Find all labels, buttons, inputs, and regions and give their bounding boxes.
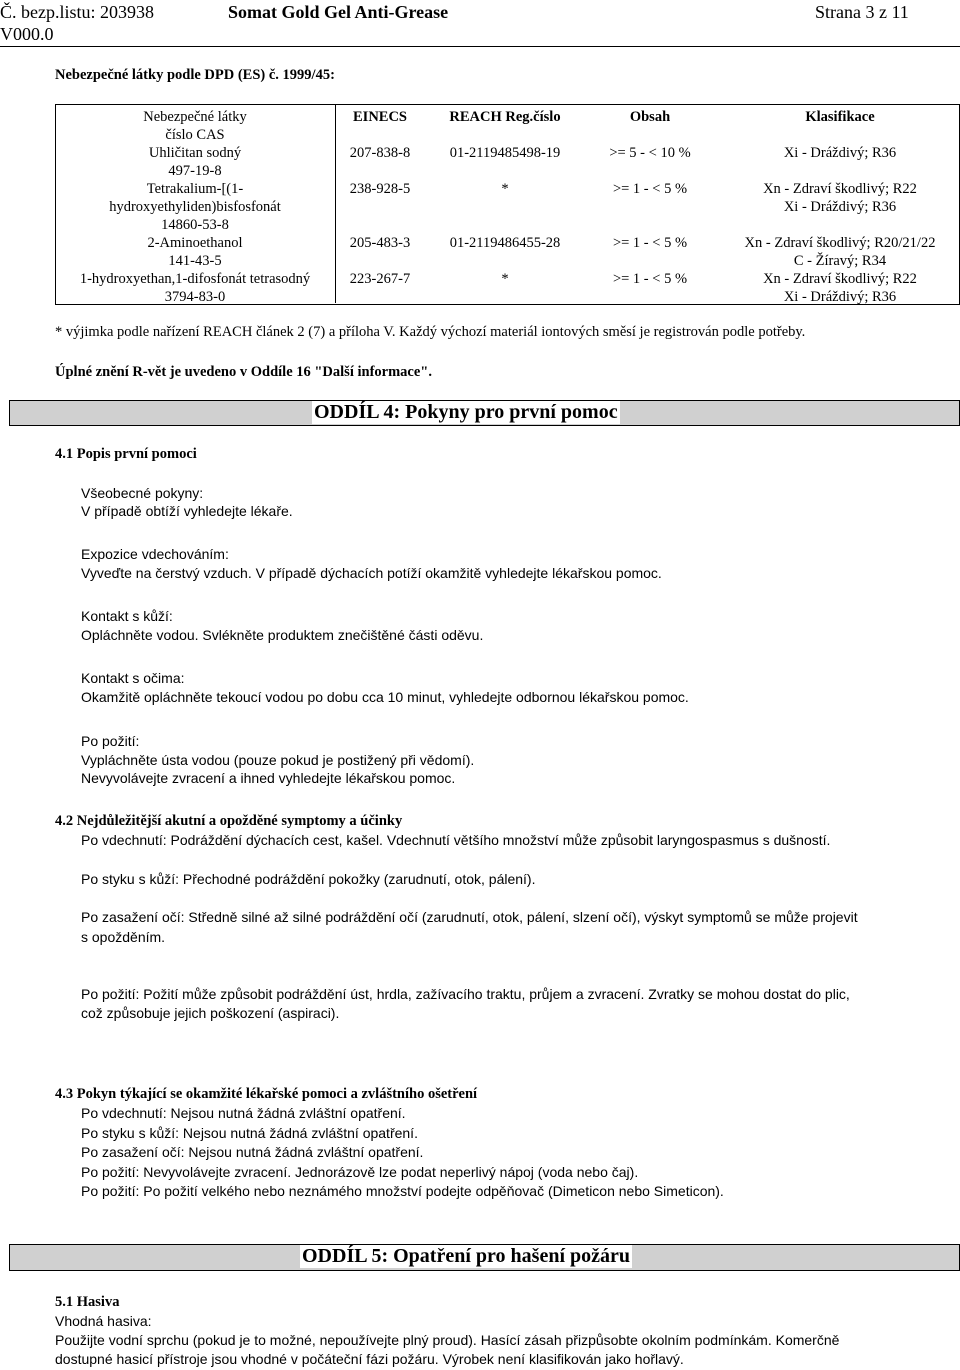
- s42-inhalation: Po vdechnutí: Podráždění dýchacích cest, kašel. Vdechnutí většího množství může způsobit laryngospasmus s dušností.: [81, 832, 831, 848]
- inhalation-label: Expozice vdechováním:: [81, 546, 229, 562]
- table-cell-class: Xn - Zdraví škodlivý; R20/21/22 C - Žíravý; R34: [744, 235, 936, 269]
- s43-line-5: Po požití: Po požití velkého nebo neznámého množství podejte odpěňovač (Dimeticon nebo Simeticon).: [81, 1183, 724, 1199]
- reach-footnote: * výjimka podle nařízení REACH článek 2 (7) a příloha V. Každý výchozí materiál iontových směsí je registrován podle potřeby.: [55, 324, 806, 340]
- section-4-3-heading: 4.3 Pokyn týkající se okamžité lékařské pomoci a zvláštního ošetření: [55, 1086, 478, 1102]
- table-cell-class: Xn - Zdraví škodlivý; R22 Xi - Dráždivý; R36: [763, 271, 917, 305]
- s42-eyes-1: Po zasažení očí: Středně silné až silné podráždění očí (zarudnutí, otok, pálení, slzení očí), výskyt symptomů se může projevit: [81, 909, 858, 925]
- s42-eyes-2: s opožděním.: [81, 929, 166, 945]
- table-cell-content: >= 1 - < 5 %: [612, 271, 688, 287]
- col-reach-header: REACH Reg.číslo: [449, 109, 561, 125]
- table-cell-reach: *: [501, 271, 509, 287]
- hazardous-heading: Nebezpečné látky podle DPD (ES) č. 1999/45:: [55, 67, 335, 83]
- general-label: Všeobecné pokyny:: [81, 485, 204, 501]
- col-content-header: Obsah: [629, 109, 671, 125]
- section4-title: ODDÍL 4: Pokyny pro první pomoc: [314, 401, 618, 423]
- table-cell-einecs: 205-483-3: [349, 235, 411, 251]
- sheet-number: Č. bezp.listu: 203938: [0, 2, 154, 22]
- table-row-substance: 1-hydroxyethan,1-difosfonát tetrasodný 3794-83-0: [79, 271, 311, 305]
- section-4-1-heading: 4.1 Popis první pomoci: [55, 446, 197, 462]
- eyes-text: Okamžitě opláchněte tekoucí vodou po dobu cca 10 minut, vyhledejte odbornou lékařskou pomoc.: [81, 689, 689, 705]
- page-number: Strana 3 z 11: [815, 2, 909, 22]
- table-cell-content: >= 5 - < 10 %: [609, 145, 691, 161]
- inhalation-text: Vyveďte na čerstvý vzduch. V případě dýchacích potíží okamžitě vyhledejte lékařskou pomoc.: [81, 565, 662, 581]
- s42-ingestion-1: Po požití: Požití může způsobit podráždění úst, hrdla, zažívacího traktu, průjem a zvracení. Zvratky se mohou dostat do plic,: [81, 986, 850, 1002]
- table-row-substance: Tetrakalium-[(1- hydroxyethyliden)bisfosfonát 14860-53-8: [109, 181, 281, 233]
- product-name: Somat Gold Gel Anti-Grease: [228, 2, 449, 22]
- table-cell-reach: 01-2119486455-28: [449, 235, 561, 251]
- col-class-header: Klasifikace: [805, 109, 875, 125]
- table-cell-reach: 01-2119485498-19: [449, 145, 561, 161]
- s43-line-2: Po styku s kůží: Nejsou nutná žádná zvláštní opatření.: [81, 1125, 418, 1141]
- table-cell-content: >= 1 - < 5 %: [612, 235, 688, 251]
- table-cell-reach: *: [501, 181, 509, 197]
- section-4-2-heading: 4.2 Nejdůležitější akutní a opožděné symptomy a účinky: [55, 813, 403, 829]
- suitable-label: Vhodná hasiva:: [55, 1313, 152, 1329]
- table-cell-class: Xi - Dráždivý; R36: [783, 145, 897, 161]
- eyes-label: Kontakt s očima:: [81, 670, 185, 686]
- general-text: V případě obtíží vyhledejte lékaře.: [81, 503, 293, 519]
- col-einecs-header: EINECS: [353, 109, 407, 125]
- version: V000.0: [0, 24, 54, 44]
- suitable-text-1: Použijte vodní sprchu (pokud je to možné, nepoužívejte plný proud). Hasící zásah přizpůsobte okolním podmínkám. Komerčně: [55, 1332, 840, 1348]
- r-phrases-note: Úplné znění R-vět je uvedeno v Oddíle 16 "Další informace".: [55, 364, 432, 380]
- section-5-1-heading: 5.1 Hasiva: [55, 1294, 120, 1310]
- table-cell-class: Xn - Zdraví škodlivý; R22 Xi - Dráždivý; R36: [763, 181, 917, 215]
- s42-skin: Po styku s kůží: Přechodné podráždění pokožky (zarudnutí, otok, pálení).: [81, 871, 536, 887]
- s43-line-4: Po požití: Nevyvolávejte zvracení. Jednorázově lze podat neperlivý nápoj (voda nebo čaj).: [81, 1164, 639, 1180]
- suitable-text-2: dostupné hasicí přístroje jsou vhodné v počáteční fázi požáru. Výrobek není klasifikován jako hořlavý.: [55, 1351, 684, 1367]
- ingestion-text-2: Nevyvolávejte zvracení a ihned vyhledejte lékařskou pomoc.: [81, 770, 456, 786]
- table-cell-einecs: 238-928-5: [349, 181, 411, 197]
- s43-line-1: Po vdechnutí: Nejsou nutná žádná zvláštní opatření.: [81, 1105, 406, 1121]
- header-rule: [0, 46, 960, 47]
- skin-text: Opláchněte vodou. Svlékněte produktem znečištěné části oděvu.: [81, 627, 484, 643]
- ingestion-text-1: Vypláchněte ústa vodou (pouze pokud je postižený při vědomí).: [81, 752, 475, 768]
- table-cell-einecs: 223-267-7: [349, 271, 411, 287]
- table-cell-content: >= 1 - < 5 %: [612, 181, 688, 197]
- table-cell-einecs: 207-838-8: [349, 145, 411, 161]
- table-row-substance: Uhličitan sodný 497-19-8: [148, 145, 242, 179]
- s43-line-3: Po zasažení očí: Nejsou nutná žádná zvláštní opatření.: [81, 1144, 424, 1160]
- col-substance-header: Nebezpečné látky číslo CAS: [143, 109, 247, 143]
- section5-title: ODDÍL 5: Opatření pro hašení požáru: [302, 1245, 630, 1267]
- table-row-substance: 2-Aminoethanol 141-43-5: [147, 235, 243, 269]
- s42-ingestion-2: což způsobuje jejich poškození (aspiraci).: [81, 1005, 340, 1021]
- skin-label: Kontakt s kůží:: [81, 608, 173, 624]
- ingestion-label: Po požití:: [81, 733, 140, 749]
